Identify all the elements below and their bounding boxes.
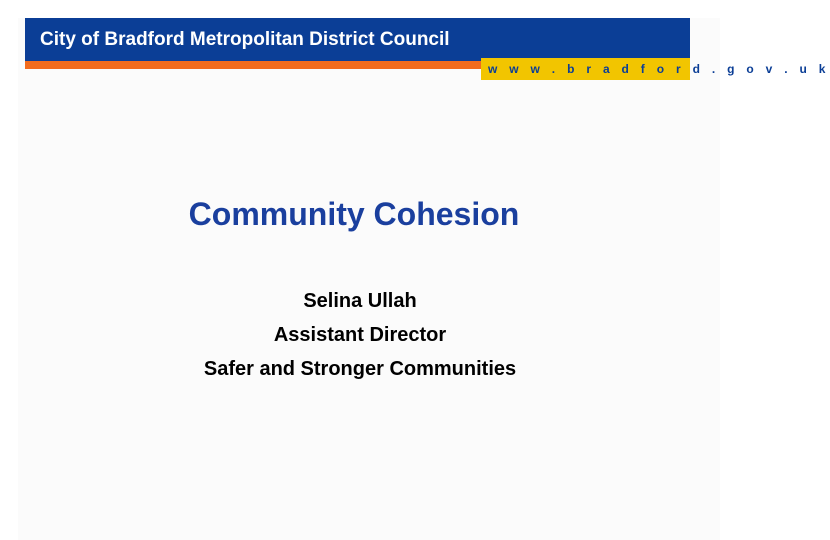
presenter-name: Selina Ullah	[303, 290, 417, 312]
slide-title: Community Cohesion	[188, 196, 520, 232]
council-name: City of Bradford Metropolitan District Council	[40, 29, 450, 50]
presenter-role: Assistant Director	[273, 324, 447, 346]
slide-background	[18, 18, 720, 540]
website-url: w w w . b r a d f o r d . g o v . u k	[488, 62, 830, 76]
presenter-department: Safer and Stronger Communities	[203, 358, 517, 380]
